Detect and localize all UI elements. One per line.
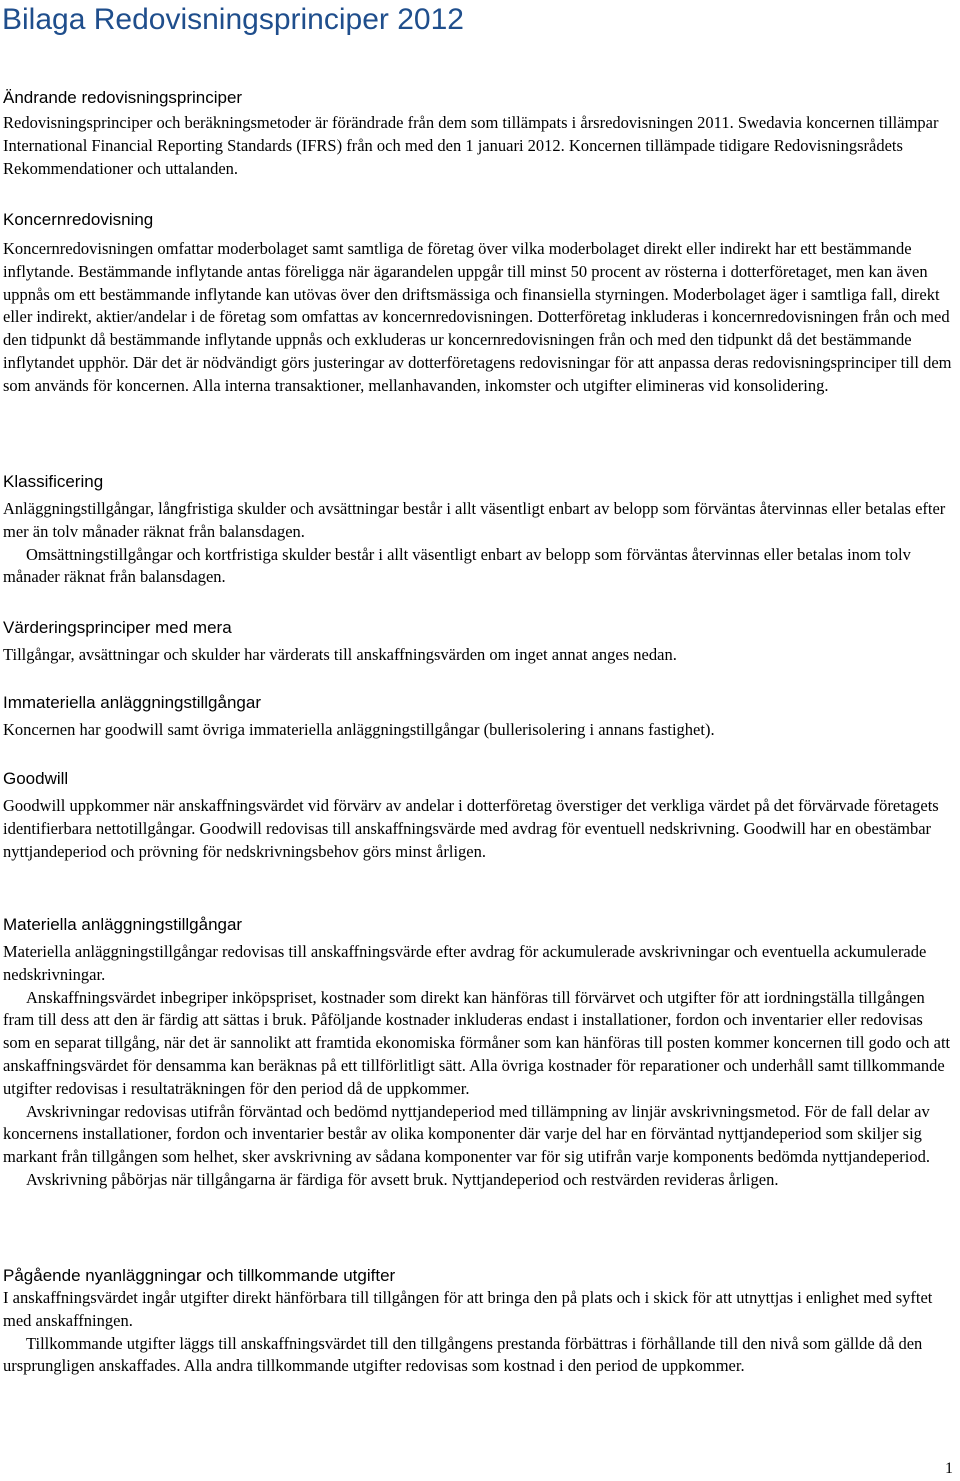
section-goodwill: [3, 768, 953, 863]
section-paragraph: Tillkommande utgifter läggs till anskaffningsvärdet till den tillgångens prestanda förbättras i förhållande till den nivå som gällde då den ursprungligen anskaffades. Alla andra tillkommande utgifter redovisas som kostnad i den period de uppkommer.: [3, 1333, 923, 1376]
document-title: Bilaga Redovisningsprinciper 2012: [2, 3, 464, 36]
section-paragraph: I anskaffningsvärdet ingår utgifter direkt hänförbara till tillgången för att bringa den på plats och i skick för att utnyttjas i enlighet med syftet med anskaffningen.: [3, 1288, 933, 1330]
section-consolidation: [3, 209, 953, 398]
section-paragraph: Tillgångar, avsättningar och skulder har värderats till anskaffningsvärden om inget annat anges nedan.: [3, 645, 677, 664]
section-classification: [3, 471, 953, 589]
section-paragraph: Omsättningstillgångar och kortfristiga skulder består i allt väsentligt enbart av belopp som förväntas återvinnas eller betalas inom tolv månader räknat från balansdagen.: [3, 544, 911, 587]
section-heading: Pågående nyanläggningar och tillkommande utgifter: [3, 1266, 396, 1285]
section-paragraph: Anskaffningsvärdet inbegriper inköpspriset, kostnader som direkt kan hänföras till förvärvet och utgifter för att iordningställa tillgången fram till dess att den är färdig att sättas i bruk. Påföljande kostnader inkluderas endast i installationer, fordon och inventarier eller redovisas som en separat tillgång, när det är sannolikt att framtida ekonomiska förmåner som kan hänföras till posten kommer koncernen till godo och att anskaffningsvärdet för densamma kan beräknas på ett tillförlitligt sätt. Alla övriga kostnader för reparationer och underhåll samt tillkommande utgifter redovisas i resultaträkningen för den period då de uppkommer.: [3, 987, 951, 1098]
section-valuation-principles: [3, 617, 953, 667]
section-tangible-assets: [3, 914, 953, 1192]
section-paragraph: Avskrivning påbörjas när tillgångarna är färdiga för avsett bruk. Nyttjandeperiod och restvärden revideras årligen.: [26, 1169, 779, 1189]
section-ongoing-constructions: [3, 1265, 953, 1378]
section-paragraph: Goodwill uppkommer när anskaffningsvärdet vid förvärv av andelar i dotterföretag överstiger det verkliga värdet på det förvärvade företagets identifierbara nettotillgångar. Goodwill redovisas till anskaffningsvärde med avdrag för eventuell nedskrivning. Goodwill har en obestämbar nyttjandeperiod och prövning för nedskrivningsbehov görs minst årligen.: [3, 796, 939, 861]
section-paragraph: Materiella anläggningstillgångar redovisas till anskaffningsvärde efter avdrag för ackumulerade avskrivningar och eventuella ackumulerade nedskrivningar.: [3, 942, 927, 984]
section-paragraph: Redovisningsprinciper och beräkningsmetoder är förändrade från dem som tillämpats i årsredovisningen 2011. Swedavia koncernen tillämpar International Financial Reporting Standards (IFRS) från och med den 1 januari 2012. Koncernen tillämpade tidigare Redovisningsrådets Rekommendationer och uttalanden.: [3, 113, 939, 178]
section-heading: Goodwill: [3, 769, 69, 788]
section-paragraph: Anläggningstillgångar, långfristiga skulder och avsättningar består i allt väsentligt enbart av belopp som förväntas återvinnas eller betalas efter mer än tolv månader räknat från balansdagen.: [3, 499, 946, 541]
section-intangible-assets: [3, 692, 953, 742]
section-heading: Immateriella anläggningstillgångar: [3, 693, 261, 712]
section-paragraph: Avskrivningar redovisas utifrån förväntad och bedömd nyttjandeperiod med tillämpning av linjär avskrivningsmetod. För de fall delar av koncernens installationer, fordon och inventarier består av olika komponenter där varje del har en förväntad nyttjandeperiod som skiljer sig markant från tillgången som helhet, sker avskrivning av sådana komponenter var för sig utifrån varje komponents bedömda nyttjandeperiod.: [3, 1101, 930, 1167]
section-paragraph: Koncernredovisningen omfattar moderbolaget samt samtliga de företag över vilka moderbolaget direkt eller indirekt har ett bestämmande inflytande. Bestämmande inflytande antas föreligga när ägarandelen uppgår till minst 50 procent av rösterna i dotterföretaget, men kan även uppnås om ett bestämmande inflytande kan utövas över den driftsmässiga och finansiella styrningen. Moderbolaget äger i samtliga fall, direkt eller indirekt, aktier/andelar i de företag som omfattas av koncernredovisningen. Dotterföretag inkluderas i koncernredovisningen från och med den tidpunkt då bestämmande inflytande uppnås och exkluderas ur koncernredovisningen från och med den tidpunkt då det bestämmande inflytandet upphör. Där det är nödvändigt görs justeringar av dotterföretagens redovisningar för att anpassa deras redovisningsprinciper till dem som används för koncernen. Alla interna transaktioner, mellanhavanden, inkomster och utgifter elimineras vid konsolidering.: [3, 239, 952, 395]
section-paragraph: Koncernen har goodwill samt övriga immateriella anläggningstillgångar (bullerisolering i annans fastighet).: [3, 720, 715, 739]
section-heading: Värderingsprinciper med mera: [3, 618, 232, 637]
page-number: 1: [945, 1460, 953, 1477]
section-changed-principles: [3, 87, 953, 180]
section-heading: Klassificering: [3, 472, 104, 491]
section-heading: Ändrande redovisningsprinciper: [3, 88, 243, 107]
section-heading: Materiella anläggningstillgångar: [3, 915, 243, 934]
section-heading: Koncernredovisning: [3, 210, 154, 229]
